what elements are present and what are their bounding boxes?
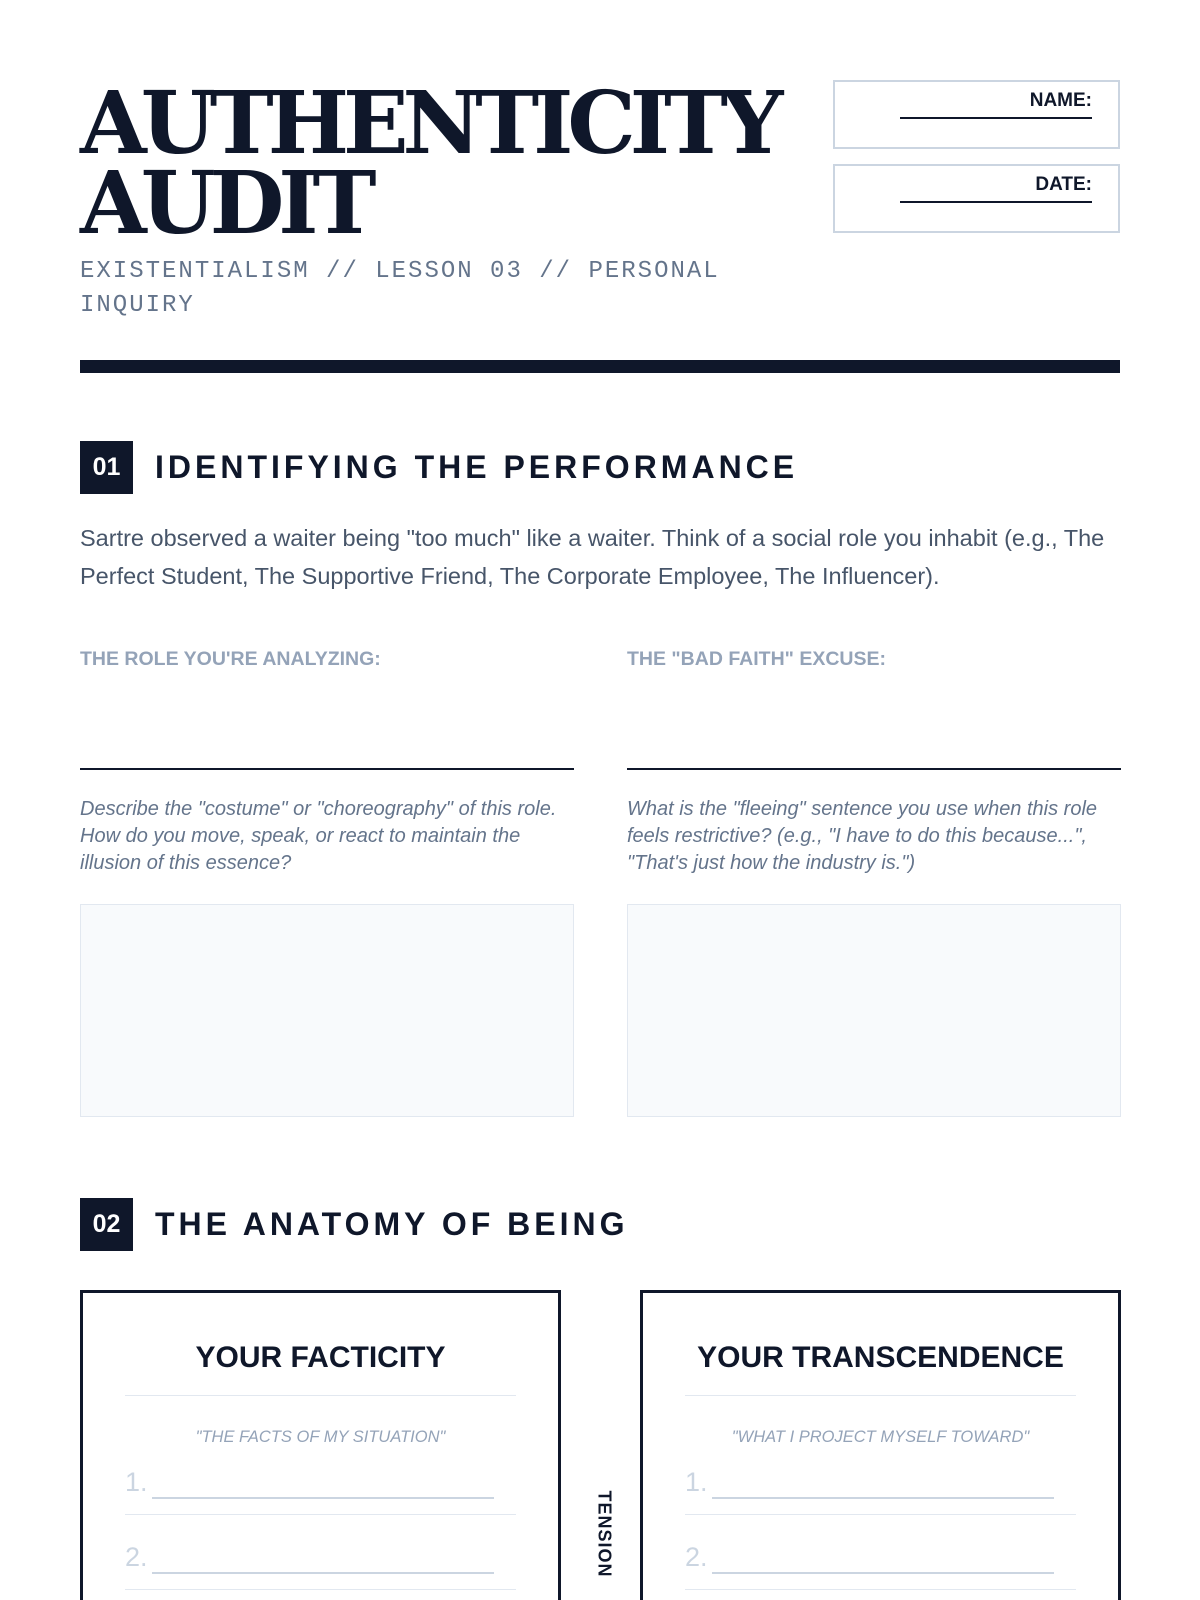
role-label: THE ROLE YOU'RE ANALYZING: [80, 648, 381, 670]
name-field[interactable] [833, 80, 1120, 149]
entry-underline [152, 1572, 494, 1574]
entry-number: 2. [125, 1542, 148, 1572]
bad-faith-hint: What is the "fleeing" sentence you use when this role feels restrictive? (e.g., "I have to do this because...", "That's just how the industry is.") [627, 798, 1098, 874]
name-underline [900, 115, 1092, 119]
date-label: DATE: [1035, 174, 1092, 195]
name-label: NAME: [1029, 90, 1092, 111]
entry-number: 1. [125, 1467, 148, 1497]
entry-underline [712, 1572, 1054, 1574]
section-1-number: 01 [80, 441, 133, 494]
entry-number: 1. [685, 1467, 708, 1497]
facticity-card [80, 1290, 561, 1600]
section-1-title: IDENTIFYING THE PERFORMANCE [155, 449, 799, 485]
tension-label: TENSION [594, 1490, 615, 1578]
entry-underline [152, 1497, 494, 1499]
section-1-header [80, 441, 798, 494]
facticity-entry-2[interactable] [125, 1542, 516, 1590]
facticity-entry-1[interactable] [125, 1467, 516, 1515]
transcendence-entry-1[interactable] [685, 1467, 1076, 1515]
worksheet-title [80, 73, 778, 254]
bad-faith-answer-box[interactable] [627, 904, 1121, 1117]
date-field[interactable] [833, 164, 1120, 233]
transcendence-subtitle: "WHAT I PROJECT MYSELF TOWARD" [731, 1428, 1030, 1446]
title-line-2: AUDIT [80, 153, 371, 254]
bad-faith-answer-line[interactable] [627, 768, 1121, 770]
section-2-number: 02 [80, 1198, 133, 1251]
title-line-1: AUTHENTICITY [80, 73, 778, 174]
card-divider [125, 1395, 516, 1396]
section-2-title: THE ANATOMY OF BEING [155, 1206, 629, 1242]
transcendence-title: YOUR TRANSCENDENCE [697, 1341, 1064, 1374]
card-divider [685, 1395, 1076, 1396]
role-answer-line[interactable] [80, 768, 574, 770]
worksheet-subtitle: EXISTENTIALISM // LESSON 03 // PERSONAL INQUIRY [80, 258, 720, 319]
transcendence-entry-2[interactable] [685, 1542, 1076, 1590]
section-1-intro: Sartre observed a waiter being "too much" like a waiter. Think of a social role you inhabit (e.g., The Perfect Student, The Supportive Friend, The Corporate Employee, The Influencer). [80, 525, 1105, 589]
transcendence-card [640, 1290, 1121, 1600]
entry-underline [712, 1497, 1054, 1499]
facticity-subtitle: "THE FACTS OF MY SITUATION" [195, 1428, 446, 1446]
section-2-header [80, 1198, 629, 1251]
bad-faith-label: THE "BAD FAITH" EXCUSE: [627, 648, 887, 670]
facticity-title: YOUR FACTICITY [195, 1341, 446, 1374]
role-answer-box[interactable] [80, 904, 574, 1117]
role-hint: Describe the "costume" or "choreography" of this role. How do you move, speak, or react to maintain the illusion of this essence? [80, 798, 557, 874]
date-underline [900, 199, 1092, 203]
entry-number: 2. [685, 1542, 708, 1572]
header-divider [80, 360, 1120, 373]
